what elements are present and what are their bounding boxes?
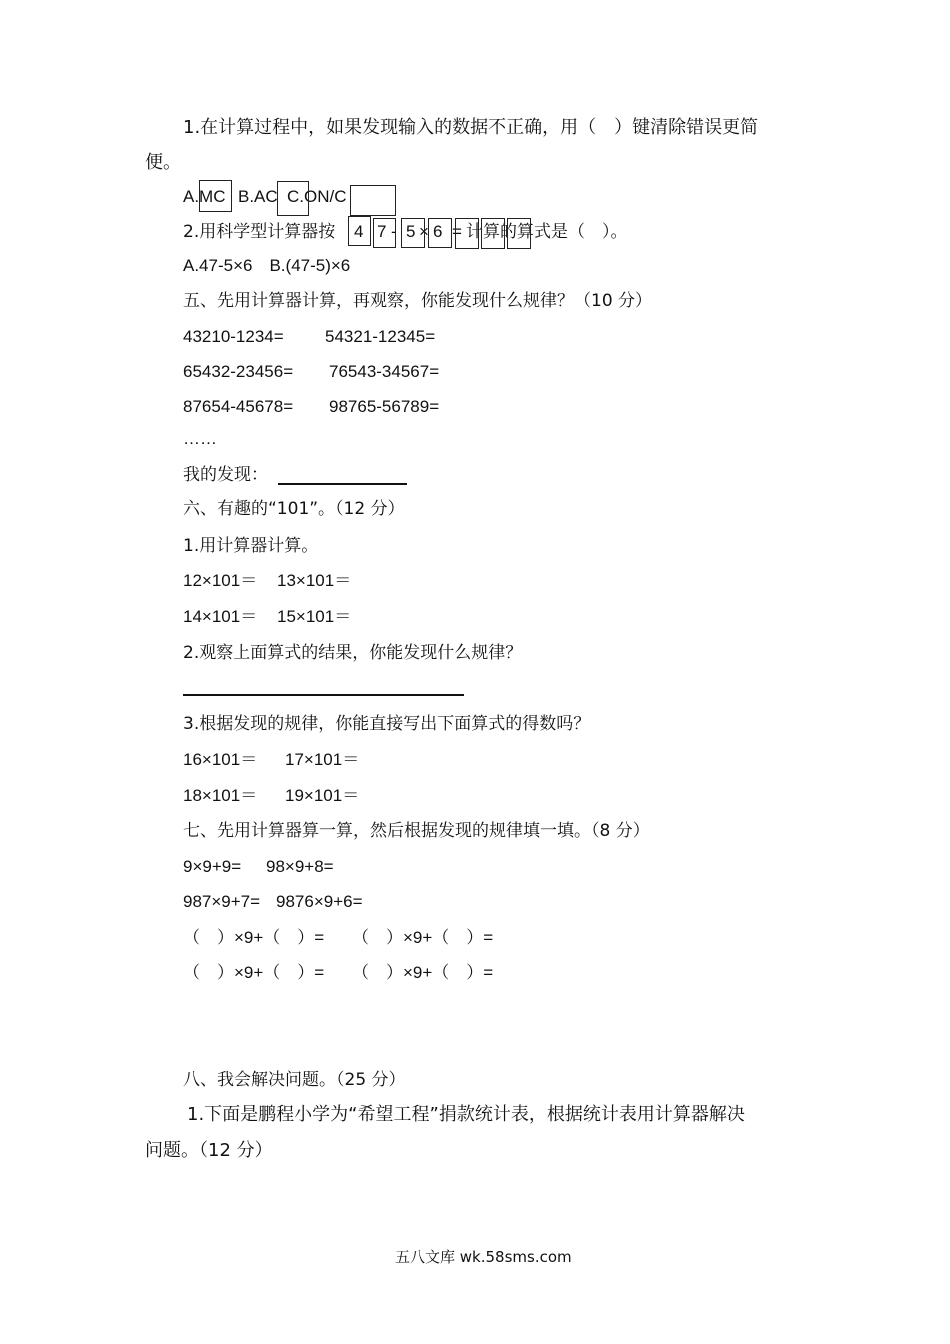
- s6-answer-line[interactable]: [183, 694, 464, 696]
- q2-key-box-5: [455, 218, 479, 249]
- s5-row1-a: 43210-1234=: [183, 327, 284, 346]
- s6-row4-b: 19×101＝: [285, 786, 360, 805]
- q2-key-box-2: [373, 218, 396, 248]
- s6-sub1: 1.用计算器计算。: [183, 536, 319, 556]
- s6-row2-b: 15×101＝: [277, 607, 352, 626]
- q2-key-5: 5: [406, 222, 416, 241]
- q2-key-box-4: [428, 218, 452, 248]
- q1-text-line1: 1.在计算过程中，如果发现输入的数据不正确，用（ ）键清除错误更简: [183, 117, 759, 138]
- q2-key-equals: =: [452, 222, 462, 241]
- s8-q1-line1: 1.下面是鹏程小学为“希望工程”捐款统计表，根据统计表用计算器解决: [187, 1104, 745, 1125]
- s7-row1-b: 98×9+8=: [266, 857, 334, 876]
- q1-text-line2: 便。: [145, 152, 181, 173]
- s6-row1-a: 12×101＝: [183, 571, 258, 590]
- s8-q1-line2: 问题。（12 分）: [145, 1140, 273, 1161]
- q2-key-6: 6: [433, 222, 443, 241]
- s5-row1-b: 54321-12345=: [325, 327, 436, 346]
- s7-blank-row1-a: （ ）×9+（ ）=: [183, 928, 325, 947]
- s5-finding-label: 我的发现：: [183, 465, 268, 485]
- s5-row2-b: 76543-34567=: [329, 362, 440, 381]
- s6-row4-a: 18×101＝: [183, 786, 258, 805]
- s6-row1-b: 13×101＝: [277, 571, 352, 590]
- footer-watermark: 五八文库 wk.58sms.com: [395, 1248, 572, 1266]
- q2-key-minus: -: [391, 222, 397, 241]
- key-box-mc: [199, 180, 232, 212]
- q1-option-a: A.MC: [183, 187, 226, 206]
- q2-key-box-1: [348, 216, 371, 246]
- q2-suffix: 计算的算式是（ ）。: [466, 222, 628, 242]
- s5-answer-line[interactable]: [278, 483, 407, 485]
- s8-title: 八、我会解决问题。（25 分）: [183, 1070, 406, 1090]
- s7-row2-b: 9876×9+6=: [276, 892, 363, 911]
- q1-option-c: C.ON/C: [287, 187, 347, 206]
- s7-title: 七、先用计算器算一算，然后根据发现的规律填一填。（8 分）: [183, 821, 650, 841]
- s5-row3-a: 87654-45678=: [183, 397, 294, 416]
- s7-row2-a: 987×9+7=: [183, 892, 261, 911]
- q2-key-7: 7: [377, 222, 387, 241]
- s5-row3-b: 98765-56789=: [329, 397, 440, 416]
- q2-key-times: ×: [419, 222, 429, 241]
- key-box-ac: [277, 181, 309, 216]
- q2-key-box-3: [401, 218, 425, 248]
- q2-key-4: 4: [354, 222, 364, 241]
- s7-blank-row2-b: （ ）×9+（ ）=: [352, 963, 494, 982]
- s7-row1-a: 9×9+9=: [183, 857, 242, 876]
- s5-row2-a: 65432-23456=: [183, 362, 294, 381]
- s6-row3-a: 16×101＝: [183, 750, 258, 769]
- s6-row2-a: 14×101＝: [183, 607, 258, 626]
- s5-title: 五、先用计算器计算，再观察，你能发现什么规律？（10 分）: [183, 291, 653, 311]
- s7-blank-row2-a: （ ）×9+（ ）=: [183, 963, 325, 982]
- key-box-onc: [350, 185, 396, 216]
- q1-option-b: B.AC: [238, 187, 278, 206]
- s6-title: 六、有趣的“101”。（12 分）: [183, 499, 405, 519]
- q2-key-box-6: [481, 218, 505, 249]
- q2-options: A.47-5×6 B.(47-5)×6: [183, 256, 351, 275]
- q2-key-box-7: [507, 218, 531, 249]
- s6-row3-b: 17×101＝: [285, 750, 360, 769]
- s7-blank-row1-b: （ ）×9+（ ）=: [352, 928, 494, 947]
- q2-prefix: 2.用科学型计算器按: [183, 222, 336, 242]
- s6-sub3: 3.根据发现的规律，你能直接写出下面算式的得数吗？: [183, 714, 591, 734]
- s5-ellipsis: ……: [183, 429, 217, 448]
- s6-sub2: 2.观察上面算式的结果，你能发现什么规律？: [183, 643, 523, 663]
